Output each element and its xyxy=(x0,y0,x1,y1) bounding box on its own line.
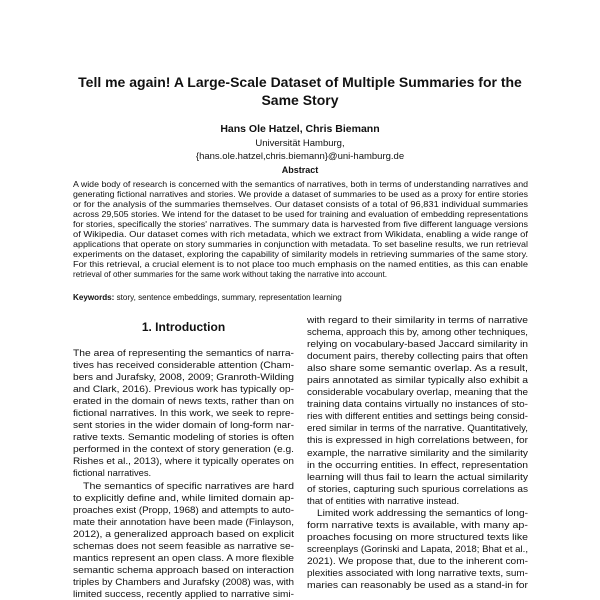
text-line: fictional narratives. xyxy=(73,467,152,479)
authors: Hans Ole Hatzel, Chris Biemann xyxy=(220,123,380,135)
text-line-wrapper xyxy=(73,528,294,540)
text-line: for stories, specifically the stories' narratives. The summary data is harvested from five different language versions xyxy=(73,220,528,229)
text-line: in the occurring entities. In effect, representation xyxy=(307,458,528,470)
text-line-wrapper xyxy=(73,588,294,600)
text-line: considerable vocabulary overlap, meaning that the xyxy=(307,386,528,398)
text-line: sent stories in the wider domain of long-form nar- xyxy=(73,419,294,431)
text-line-wrapper xyxy=(307,374,528,386)
text-line-wrapper xyxy=(307,326,528,338)
text-line-wrapper xyxy=(307,495,528,507)
text-line: that of entities with narrative instead. xyxy=(307,494,460,506)
text-line: schemas does not seem feasible as narrative se- xyxy=(73,539,294,551)
text-line: learning will thus fail to learn the actual similarity xyxy=(307,470,528,482)
right-column xyxy=(307,314,528,591)
text-line-wrapper xyxy=(73,431,294,443)
text-line-wrapper xyxy=(73,540,294,552)
text-line-wrapper xyxy=(307,398,528,410)
text-line: of stories, capturing such spurious correlations as xyxy=(307,482,528,494)
text-line-wrapper xyxy=(73,260,528,270)
paragraph xyxy=(307,507,528,591)
text-line: tives has received considerable attention (Cham- xyxy=(73,359,294,371)
text-line-wrapper xyxy=(73,407,294,419)
text-line: maries can reasonably be used as a stand-in for xyxy=(307,579,528,591)
text-line-wrapper xyxy=(73,200,528,210)
text-line: form narrative texts is available, with many ap- xyxy=(307,518,528,530)
paragraph xyxy=(73,480,294,600)
text-line-wrapper xyxy=(307,567,528,579)
text-line: or for the analysis of the summaries themselves. Our dataset consists of a total of 96,831 individual summaries xyxy=(73,200,528,209)
text-line: proaches exist (Propp, 1968) and attempts to auto- xyxy=(73,503,294,515)
text-line: schema, approach this by, among other techniques, xyxy=(307,326,528,338)
text-line: triples by Chambers and Jurafsky (2008) was, with xyxy=(73,575,294,587)
email: {hans.ole.hatzel,chris.biemann}@uni-hamburg.de xyxy=(195,151,405,162)
text-line-wrapper xyxy=(307,422,528,434)
text-line-wrapper xyxy=(307,350,528,362)
text-line-wrapper xyxy=(73,564,294,576)
text-line: mantics represent an open class. A more flexible xyxy=(73,551,294,563)
section-heading: 1. Introduction xyxy=(141,320,226,334)
text-line: bers and Jurafsky, 2008, 2009; Granroth-Wilding xyxy=(73,371,294,383)
keywords-text: story, sentence embeddings, summary, representation learning xyxy=(114,293,342,302)
text-line: screenplays (Gorinski and Lapata, 2018; Bhat et al., xyxy=(307,542,528,554)
text-line-wrapper xyxy=(73,516,294,528)
text-line: Rishes et al., 2013), where it typically operates on xyxy=(73,455,294,467)
abstract xyxy=(73,180,528,280)
text-line-wrapper xyxy=(307,483,528,495)
abstract-heading: Abstract xyxy=(281,165,319,175)
text-line: performed in the context of story generation (e.g. xyxy=(73,443,294,455)
text-line: For this retrieval, a crucial element is to not place too much emphasis on the named entities, as this can enable xyxy=(73,260,528,269)
title-line: Tell me again! A Large-Scale Dataset of Multiple Summaries for the xyxy=(78,74,522,90)
text-line-wrapper xyxy=(307,338,528,350)
text-line-wrapper xyxy=(73,250,528,260)
text-line-wrapper xyxy=(73,230,528,240)
text-line: of Wikipedia. Our dataset comes with rich metadata, which we extract from Wikidata, enabling a wide range of xyxy=(73,230,528,239)
text-line: A wide body of research is concerned with the semantics of narratives, both in terms of understanding narratives and xyxy=(73,180,528,189)
text-line: document pairs, thereby collecting pairs that often xyxy=(307,350,528,362)
text-line: example, the narrative similarity and the similarity xyxy=(307,446,528,458)
left-column xyxy=(73,347,294,600)
text-line: across 29,505 stories. We intend for the dataset to be used for training and evaluation of embedding representations xyxy=(73,210,528,219)
text-line-wrapper xyxy=(73,480,294,492)
text-line: mate their annotation have been made (Finlayson, xyxy=(73,515,294,527)
text-line-wrapper xyxy=(73,210,528,220)
text-line-wrapper xyxy=(73,240,528,250)
affiliation: Universität Hamburg, xyxy=(255,138,345,149)
text-line: semantic schema approach based on interaction xyxy=(73,563,294,575)
text-line: retrieval of other summaries for the same work without taking the narrative into account. xyxy=(73,270,388,279)
text-line: this is expressed in high correlations between, for xyxy=(307,434,528,446)
text-line-wrapper xyxy=(73,455,294,467)
text-line-wrapper xyxy=(73,467,294,479)
text-line: fictional narratives. In this work, we seek to repre- xyxy=(73,407,294,419)
text-line: rative texts. Semantic modeling of stories is often xyxy=(73,431,294,443)
text-line-wrapper xyxy=(307,507,528,519)
text-line-wrapper xyxy=(73,504,294,516)
text-line-wrapper xyxy=(73,270,528,280)
text-line: applications that operate on story summaries in conjunction with metadata. To set baseline results, we run retrieval xyxy=(73,240,528,249)
text-line-wrapper xyxy=(307,447,528,459)
text-line: also share some semantic overlap. As a result, xyxy=(307,362,528,374)
text-line-wrapper xyxy=(73,576,294,588)
text-line-wrapper xyxy=(73,220,528,230)
text-line: ered similar in terms of the narrative. Quantitatively, xyxy=(307,422,528,434)
text-line-wrapper xyxy=(73,383,294,395)
keywords xyxy=(73,293,342,303)
text-line: experiments on the dataset, exploring the capability of similarity models in retrieving summaries of the same story. xyxy=(73,250,528,259)
text-line-wrapper xyxy=(73,371,294,383)
text-line: 2021). We propose that, due to the inherent com- xyxy=(307,554,528,566)
text-line: pairs annotated as similar typically also exhibit a xyxy=(307,374,528,386)
text-line: plexities associated with long narrative texts, sum- xyxy=(307,566,528,578)
text-line-wrapper xyxy=(307,531,528,543)
text-line: generating fictional narratives and stories. We provide a dataset of summaries to be used as a proxy for entire stories xyxy=(73,190,528,199)
text-line-wrapper xyxy=(307,314,528,326)
text-line-wrapper xyxy=(73,552,294,564)
text-line: The semantics of specific narratives are hard xyxy=(83,479,294,491)
text-line-wrapper xyxy=(307,386,528,398)
text-line: with regard to their similarity in terms of narrative xyxy=(307,314,528,325)
text-line-wrapper xyxy=(307,555,528,567)
text-line-wrapper xyxy=(307,543,528,555)
text-line: proaches focusing on more structured texts like xyxy=(307,530,528,542)
text-line-wrapper xyxy=(73,359,294,371)
text-line: training data contains virtually no instances of sto- xyxy=(307,398,528,410)
text-line-wrapper xyxy=(307,579,528,591)
text-line-wrapper xyxy=(307,519,528,531)
text-line: 2012), a generalized approach based on explicit xyxy=(73,527,294,539)
text-line-wrapper xyxy=(307,434,528,446)
text-line: erated in the domain of news texts, rather than on xyxy=(73,395,294,407)
title-line: Same Story xyxy=(261,92,339,108)
text-line: Limited work addressing the semantics of long- xyxy=(317,506,528,518)
text-line-wrapper xyxy=(307,362,528,374)
text-line: The area of representing the semantics of narra- xyxy=(73,347,294,358)
text-line: to explicitly define and, while limited domain ap- xyxy=(73,491,294,503)
text-line: relying on vocabulary-based Jaccard similarity in xyxy=(307,338,528,350)
text-line-wrapper xyxy=(73,492,294,504)
paragraph xyxy=(73,347,294,480)
text-line-wrapper xyxy=(73,347,294,359)
text-line-wrapper xyxy=(307,410,528,422)
text-line-wrapper xyxy=(73,419,294,431)
text-line-wrapper xyxy=(73,395,294,407)
text-line: ries with different entities and settings being consid- xyxy=(307,410,528,422)
text-line-wrapper xyxy=(307,459,528,471)
text-line: limited success, recently applied to narrative simi- xyxy=(73,587,294,599)
paragraph xyxy=(307,314,528,507)
text-line-wrapper xyxy=(73,443,294,455)
text-line-wrapper xyxy=(73,180,528,190)
text-line: and Clark, 2016). Previous work has typically op- xyxy=(73,383,294,395)
paper-title xyxy=(60,73,540,109)
text-line-wrapper xyxy=(307,471,528,483)
keywords-label: Keywords: xyxy=(73,293,115,302)
text-line-wrapper xyxy=(73,190,528,200)
